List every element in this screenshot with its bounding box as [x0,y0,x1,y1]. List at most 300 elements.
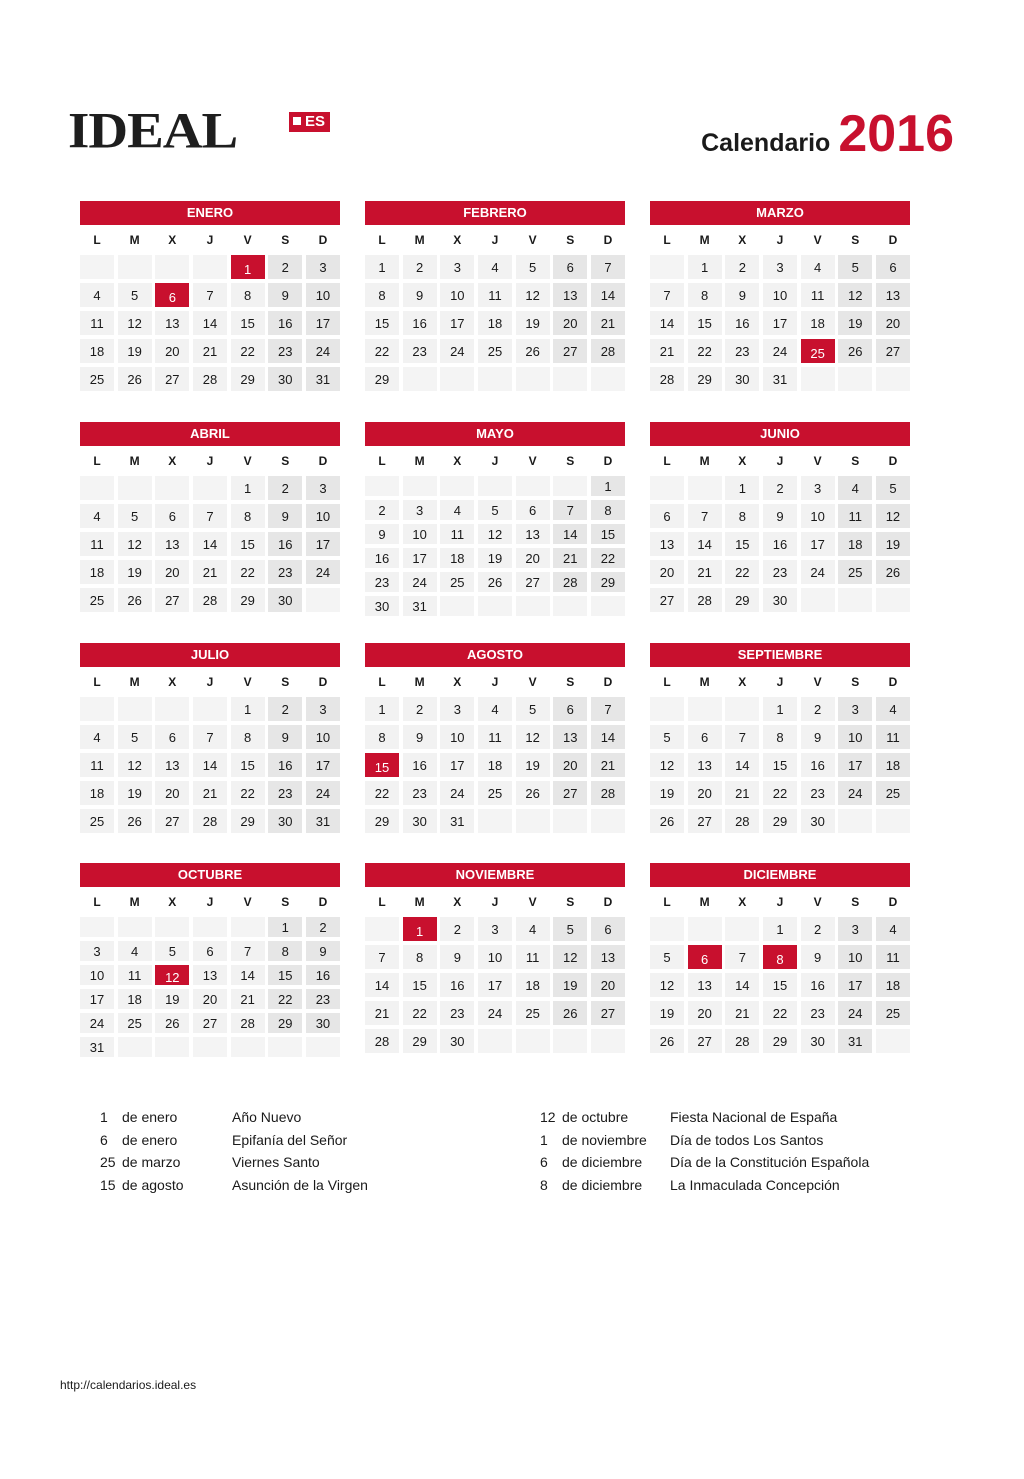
day-cell[interactable]: 4 [876,697,910,721]
day-cell[interactable]: 29 [231,367,265,391]
day-cell[interactable]: 30 [403,809,437,833]
day-cell[interactable]: 9 [403,283,437,307]
day-cell[interactable]: 19 [118,560,152,584]
day-cell[interactable]: 13 [155,311,189,335]
day-cell[interactable]: 29 [403,1029,437,1053]
day-cell[interactable]: 11 [876,725,910,749]
day-cell[interactable]: 15 [231,532,265,556]
day-cell[interactable]: 3 [440,697,474,721]
day-cell[interactable]: 18 [478,753,512,777]
day-cell[interactable]: 20 [193,989,227,1009]
day-cell[interactable]: 10 [403,524,437,544]
day-cell[interactable]: 23 [801,781,835,805]
day-cell[interactable]: 23 [306,989,340,1009]
day-cell[interactable]: 21 [193,339,227,363]
day-cell[interactable]: 30 [268,588,302,612]
day-cell[interactable]: 14 [193,753,227,777]
day-cell[interactable]: 21 [591,753,625,777]
day-cell[interactable]: 16 [801,753,835,777]
day-cell[interactable]: 8 [365,283,399,307]
day-cell[interactable]: 3 [80,941,114,961]
day-cell[interactable]: 21 [725,1001,759,1025]
day-cell[interactable]: 31 [80,1037,114,1057]
day-cell[interactable]: 11 [801,283,835,307]
day-cell[interactable]: 24 [403,572,437,592]
day-cell[interactable]: 7 [591,255,625,279]
day-cell[interactable]: 11 [876,945,910,969]
day-cell[interactable]: 8 [268,941,302,961]
day-cell[interactable]: 14 [650,311,684,335]
day-cell[interactable]: 24 [80,1013,114,1033]
day-cell[interactable]: 4 [478,255,512,279]
day-cell[interactable]: 10 [801,504,835,528]
day-cell[interactable]: 10 [440,725,474,749]
day-cell[interactable]: 11 [80,311,114,335]
day-cell[interactable]: 25 [876,1001,910,1025]
day-cell[interactable]: 9 [268,283,302,307]
day-cell[interactable]: 10 [80,965,114,985]
day-cell[interactable]: 23 [440,1001,474,1025]
day-cell[interactable]: 13 [155,753,189,777]
day-cell[interactable]: 24 [440,339,474,363]
day-cell[interactable]: 3 [306,255,340,279]
day-cell[interactable]: 17 [440,311,474,335]
day-cell[interactable]: 7 [193,283,227,307]
day-cell[interactable]: 19 [155,989,189,1009]
day-cell[interactable]: 11 [478,283,512,307]
day-cell[interactable]: 18 [80,560,114,584]
day-cell[interactable]: 16 [268,311,302,335]
day-cell[interactable]: 9 [801,945,835,969]
day-cell[interactable]: 3 [801,476,835,500]
day-cell[interactable]: 3 [440,255,474,279]
day-cell[interactable]: 7 [650,283,684,307]
day-cell[interactable]: 27 [591,1001,625,1025]
day-cell[interactable]: 20 [155,560,189,584]
day-cell[interactable]: 17 [80,989,114,1009]
day-cell[interactable]: 19 [516,311,550,335]
day-cell[interactable]: 5 [553,917,587,941]
day-cell[interactable]: 2 [725,255,759,279]
day-cell[interactable]: 14 [725,753,759,777]
day-cell[interactable]: 1 [688,255,722,279]
day-cell[interactable]: 4 [80,504,114,528]
day-cell[interactable]: 26 [516,781,550,805]
day-cell[interactable]: 8 [403,945,437,969]
day-cell[interactable]: 5 [118,725,152,749]
day-cell[interactable]: 2 [403,255,437,279]
day-cell[interactable]: 22 [231,781,265,805]
day-cell[interactable]: 16 [763,532,797,556]
day-cell[interactable]: 8 [365,725,399,749]
day-cell[interactable]: 21 [650,339,684,363]
day-cell[interactable]: 25 [80,367,114,391]
day-cell[interactable]: 14 [725,973,759,997]
day-cell[interactable]: 21 [193,781,227,805]
day-cell[interactable]: 12 [118,532,152,556]
day-cell[interactable]: 24 [838,1001,872,1025]
day-cell[interactable]: 31 [306,809,340,833]
day-cell[interactable]: 19 [553,973,587,997]
day-cell[interactable]: 4 [478,697,512,721]
day-cell[interactable]: 21 [231,989,265,1009]
day-cell[interactable]: 19 [478,548,512,568]
day-cell[interactable]: 14 [591,283,625,307]
day-cell[interactable]: 25 [478,339,512,363]
day-cell[interactable]: 28 [193,588,227,612]
day-cell[interactable]: 21 [591,311,625,335]
day-cell[interactable]: 5 [650,725,684,749]
day-cell[interactable]: 18 [440,548,474,568]
day-cell[interactable]: 20 [516,548,550,568]
day-cell[interactable]: 17 [306,532,340,556]
day-cell[interactable]: 27 [876,339,910,363]
day-cell[interactable]: 10 [838,945,872,969]
day-cell[interactable]: 6 [553,255,587,279]
day-cell[interactable]: 12 [516,725,550,749]
day-cell[interactable]: 26 [155,1013,189,1033]
day-cell[interactable]: 24 [801,560,835,584]
day-cell[interactable]: 13 [876,283,910,307]
day-cell[interactable]: 24 [306,781,340,805]
day-cell[interactable]: 22 [591,548,625,568]
day-cell[interactable]: 28 [193,367,227,391]
day-cell[interactable]: 14 [553,524,587,544]
day-cell[interactable]: 4 [118,941,152,961]
day-cell[interactable]: 7 [231,941,265,961]
day-cell[interactable]: 28 [365,1029,399,1053]
day-cell[interactable]: 11 [478,725,512,749]
day-cell[interactable]: 15 [231,311,265,335]
day-cell[interactable]: 16 [725,311,759,335]
day-cell[interactable]: 4 [440,500,474,520]
day-cell[interactable]: 28 [725,1029,759,1053]
day-cell[interactable]: 27 [193,1013,227,1033]
day-cell[interactable]: 9 [801,725,835,749]
day-cell[interactable]: 13 [650,532,684,556]
day-cell[interactable]: 9 [403,725,437,749]
day-cell[interactable]: 3 [763,255,797,279]
day-cell[interactable]: 7 [725,945,759,969]
day-cell[interactable]: 6 [688,725,722,749]
day-cell[interactable]: 28 [591,339,625,363]
day-cell[interactable]: 18 [516,973,550,997]
day-cell[interactable]: 15 [268,965,302,985]
day-cell[interactable]: 5 [516,255,550,279]
day-cell[interactable]: 20 [876,311,910,335]
day-cell[interactable]: 26 [516,339,550,363]
day-cell[interactable]: 9 [440,945,474,969]
day-cell[interactable]: 3 [478,917,512,941]
holiday-day-cell[interactable]: 8 [763,945,797,969]
day-cell[interactable]: 6 [155,504,189,528]
day-cell[interactable]: 16 [268,532,302,556]
day-cell[interactable]: 3 [306,476,340,500]
day-cell[interactable]: 18 [838,532,872,556]
day-cell[interactable]: 18 [876,753,910,777]
day-cell[interactable]: 5 [155,941,189,961]
day-cell[interactable]: 1 [725,476,759,500]
day-cell[interactable]: 23 [268,560,302,584]
day-cell[interactable]: 30 [440,1029,474,1053]
day-cell[interactable]: 2 [440,917,474,941]
day-cell[interactable]: 29 [725,588,759,612]
day-cell[interactable]: 2 [268,255,302,279]
day-cell[interactable]: 10 [838,725,872,749]
holiday-day-cell[interactable]: 6 [155,283,189,307]
day-cell[interactable]: 15 [403,973,437,997]
day-cell[interactable]: 18 [478,311,512,335]
day-cell[interactable]: 26 [650,809,684,833]
day-cell[interactable]: 3 [306,697,340,721]
day-cell[interactable]: 9 [268,504,302,528]
day-cell[interactable]: 21 [553,548,587,568]
day-cell[interactable]: 15 [231,753,265,777]
day-cell[interactable]: 29 [231,809,265,833]
day-cell[interactable]: 11 [440,524,474,544]
day-cell[interactable]: 13 [591,945,625,969]
day-cell[interactable]: 10 [763,283,797,307]
day-cell[interactable]: 8 [231,725,265,749]
day-cell[interactable]: 25 [118,1013,152,1033]
day-cell[interactable]: 17 [440,753,474,777]
day-cell[interactable]: 16 [403,311,437,335]
day-cell[interactable]: 1 [365,697,399,721]
day-cell[interactable]: 12 [516,283,550,307]
day-cell[interactable]: 1 [268,917,302,937]
day-cell[interactable]: 25 [516,1001,550,1025]
day-cell[interactable]: 16 [268,753,302,777]
day-cell[interactable]: 13 [193,965,227,985]
day-cell[interactable]: 5 [118,504,152,528]
day-cell[interactable]: 23 [268,339,302,363]
day-cell[interactable]: 2 [403,697,437,721]
day-cell[interactable]: 25 [876,781,910,805]
holiday-day-cell[interactable]: 1 [231,255,265,279]
day-cell[interactable]: 31 [306,367,340,391]
day-cell[interactable]: 5 [516,697,550,721]
day-cell[interactable]: 16 [365,548,399,568]
day-cell[interactable]: 16 [801,973,835,997]
day-cell[interactable]: 11 [80,753,114,777]
day-cell[interactable]: 10 [306,504,340,528]
day-cell[interactable]: 31 [440,809,474,833]
day-cell[interactable]: 10 [306,283,340,307]
day-cell[interactable]: 27 [155,809,189,833]
day-cell[interactable]: 13 [155,532,189,556]
day-cell[interactable]: 22 [268,989,302,1009]
day-cell[interactable]: 12 [876,504,910,528]
day-cell[interactable]: 20 [591,973,625,997]
day-cell[interactable]: 12 [118,753,152,777]
day-cell[interactable]: 12 [838,283,872,307]
day-cell[interactable]: 1 [591,476,625,496]
holiday-day-cell[interactable]: 12 [155,965,189,985]
day-cell[interactable]: 26 [650,1029,684,1053]
day-cell[interactable]: 26 [478,572,512,592]
day-cell[interactable]: 15 [725,532,759,556]
day-cell[interactable]: 12 [478,524,512,544]
day-cell[interactable]: 17 [838,753,872,777]
day-cell[interactable]: 26 [118,809,152,833]
day-cell[interactable]: 24 [478,1001,512,1025]
holiday-day-cell[interactable]: 1 [403,917,437,941]
day-cell[interactable]: 17 [801,532,835,556]
day-cell[interactable]: 4 [801,255,835,279]
day-cell[interactable]: 4 [876,917,910,941]
holiday-day-cell[interactable]: 6 [688,945,722,969]
day-cell[interactable]: 31 [763,367,797,391]
day-cell[interactable]: 5 [118,283,152,307]
day-cell[interactable]: 22 [365,339,399,363]
day-cell[interactable]: 26 [838,339,872,363]
day-cell[interactable]: 2 [763,476,797,500]
day-cell[interactable]: 24 [763,339,797,363]
day-cell[interactable]: 23 [268,781,302,805]
day-cell[interactable]: 2 [268,476,302,500]
day-cell[interactable]: 16 [440,973,474,997]
day-cell[interactable]: 23 [725,339,759,363]
day-cell[interactable]: 2 [801,697,835,721]
day-cell[interactable]: 27 [553,781,587,805]
day-cell[interactable]: 14 [231,965,265,985]
day-cell[interactable]: 30 [763,588,797,612]
day-cell[interactable]: 1 [231,697,265,721]
day-cell[interactable]: 27 [155,367,189,391]
day-cell[interactable]: 19 [876,532,910,556]
day-cell[interactable]: 1 [763,697,797,721]
day-cell[interactable]: 1 [763,917,797,941]
day-cell[interactable]: 25 [838,560,872,584]
day-cell[interactable]: 26 [553,1001,587,1025]
day-cell[interactable]: 27 [688,809,722,833]
day-cell[interactable]: 14 [591,725,625,749]
day-cell[interactable]: 19 [650,781,684,805]
day-cell[interactable]: 29 [763,1029,797,1053]
day-cell[interactable]: 8 [725,504,759,528]
holiday-day-cell[interactable]: 25 [801,339,835,363]
day-cell[interactable]: 30 [306,1013,340,1033]
day-cell[interactable]: 17 [403,548,437,568]
day-cell[interactable]: 12 [553,945,587,969]
day-cell[interactable]: 9 [268,725,302,749]
day-cell[interactable]: 21 [688,560,722,584]
day-cell[interactable]: 7 [553,500,587,520]
day-cell[interactable]: 17 [306,753,340,777]
day-cell[interactable]: 9 [763,504,797,528]
day-cell[interactable]: 17 [763,311,797,335]
day-cell[interactable]: 18 [801,311,835,335]
day-cell[interactable]: 5 [876,476,910,500]
day-cell[interactable]: 27 [650,588,684,612]
day-cell[interactable]: 22 [688,339,722,363]
day-cell[interactable]: 25 [440,572,474,592]
day-cell[interactable]: 15 [763,973,797,997]
day-cell[interactable]: 18 [80,339,114,363]
day-cell[interactable]: 17 [838,973,872,997]
day-cell[interactable]: 26 [118,588,152,612]
day-cell[interactable]: 1 [231,476,265,500]
day-cell[interactable]: 7 [688,504,722,528]
day-cell[interactable]: 10 [440,283,474,307]
day-cell[interactable]: 21 [193,560,227,584]
day-cell[interactable]: 12 [650,973,684,997]
day-cell[interactable]: 25 [80,809,114,833]
day-cell[interactable]: 7 [591,697,625,721]
day-cell[interactable]: 29 [591,572,625,592]
day-cell[interactable]: 26 [118,367,152,391]
day-cell[interactable]: 28 [591,781,625,805]
day-cell[interactable]: 30 [268,367,302,391]
day-cell[interactable]: 15 [365,311,399,335]
day-cell[interactable]: 29 [268,1013,302,1033]
day-cell[interactable]: 23 [403,781,437,805]
day-cell[interactable]: 20 [688,1001,722,1025]
day-cell[interactable]: 13 [688,973,722,997]
day-cell[interactable]: 17 [478,973,512,997]
day-cell[interactable]: 2 [365,500,399,520]
day-cell[interactable]: 16 [306,965,340,985]
day-cell[interactable]: 21 [365,1001,399,1025]
day-cell[interactable]: 18 [118,989,152,1009]
day-cell[interactable]: 7 [193,725,227,749]
day-cell[interactable]: 5 [478,500,512,520]
day-cell[interactable]: 16 [403,753,437,777]
day-cell[interactable]: 29 [365,367,399,391]
day-cell[interactable]: 26 [876,560,910,584]
day-cell[interactable]: 11 [80,532,114,556]
day-cell[interactable]: 5 [650,945,684,969]
day-cell[interactable]: 9 [306,941,340,961]
day-cell[interactable]: 12 [650,753,684,777]
day-cell[interactable]: 20 [553,753,587,777]
day-cell[interactable]: 14 [193,311,227,335]
day-cell[interactable]: 3 [403,500,437,520]
day-cell[interactable]: 11 [516,945,550,969]
day-cell[interactable]: 27 [553,339,587,363]
day-cell[interactable]: 15 [688,311,722,335]
day-cell[interactable]: 11 [838,504,872,528]
day-cell[interactable]: 2 [268,697,302,721]
day-cell[interactable]: 13 [688,753,722,777]
day-cell[interactable]: 4 [80,283,114,307]
day-cell[interactable]: 19 [118,781,152,805]
day-cell[interactable]: 30 [268,809,302,833]
day-cell[interactable]: 31 [403,596,437,616]
day-cell[interactable]: 23 [403,339,437,363]
day-cell[interactable]: 3 [838,697,872,721]
day-cell[interactable]: 14 [688,532,722,556]
day-cell[interactable]: 30 [801,809,835,833]
day-cell[interactable]: 24 [838,781,872,805]
day-cell[interactable]: 9 [365,524,399,544]
day-cell[interactable]: 8 [231,283,265,307]
day-cell[interactable]: 6 [591,917,625,941]
day-cell[interactable]: 22 [403,1001,437,1025]
day-cell[interactable]: 22 [725,560,759,584]
day-cell[interactable]: 23 [801,1001,835,1025]
day-cell[interactable]: 11 [118,965,152,985]
day-cell[interactable]: 13 [553,725,587,749]
day-cell[interactable]: 12 [118,311,152,335]
day-cell[interactable]: 8 [763,725,797,749]
day-cell[interactable]: 28 [688,588,722,612]
holiday-day-cell[interactable]: 15 [365,753,399,777]
day-cell[interactable]: 25 [80,588,114,612]
day-cell[interactable]: 23 [365,572,399,592]
day-cell[interactable]: 20 [155,781,189,805]
day-cell[interactable]: 15 [763,753,797,777]
